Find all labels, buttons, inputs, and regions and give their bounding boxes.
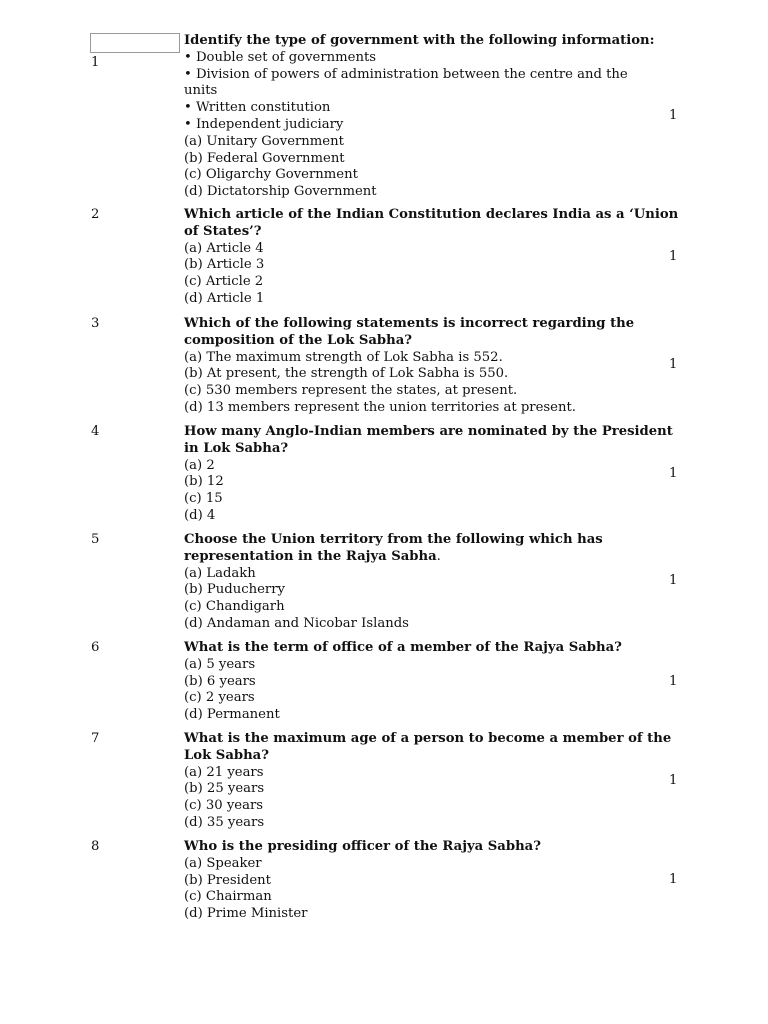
answer-option: (b) 25 years: [184, 781, 265, 797]
question-marks: 1: [669, 773, 678, 788]
question-number: 2: [91, 207, 100, 222]
question-body: [184, 532, 664, 633]
question-text-line: Choose the Union territory from the following which has: [184, 532, 603, 547]
question-text: [184, 731, 672, 765]
answer-option: (a) The maximum strength of Lok Sabha is 552.: [184, 349, 503, 365]
answer-option: (c) 2 years: [184, 690, 255, 706]
question-marks: 1: [669, 466, 678, 481]
question-marks: 1: [669, 357, 678, 372]
answer-option: (d) Andaman and Nicobar Islands: [184, 615, 409, 631]
question-text-line: representation in the Rajya Sabha.: [184, 548, 441, 564]
answer-option: (c) Chairman: [184, 889, 272, 905]
question-marks: 1: [669, 249, 678, 264]
question-text-line: Lok Sabha?: [184, 747, 269, 763]
answer-option: (c) 530 members represent the states, at present.: [184, 383, 518, 399]
answer-option: (d) 13 members represent the union territories at present.: [184, 399, 576, 415]
question-text-line: Which article of the Indian Constitution declares India as a ‘Union: [184, 207, 679, 222]
answer-option: (a) 5 years: [184, 656, 256, 672]
answer-option: (b) President: [184, 872, 271, 888]
question-text-line: in Lok Sabha?: [184, 440, 289, 456]
answer-option: (b) Article 3: [184, 257, 265, 273]
answer-option: (c) 30 years: [184, 798, 264, 814]
answer-option: (a) Article 4: [184, 240, 264, 256]
question-text-line: Which of the following statements is incorrect regarding the: [184, 316, 635, 331]
question-marks: 1: [669, 674, 678, 689]
question-body: [184, 839, 664, 923]
answer-option: (a) Speaker: [184, 855, 262, 871]
answer-option: (b) 6 years: [184, 673, 256, 689]
answer-option: (d) 4: [184, 507, 216, 523]
bullet-item-continuation: units: [184, 83, 218, 99]
question-text-line: What is the maximum age of a person to become a member of the: [184, 731, 672, 746]
selected-table-cell[interactable]: [90, 33, 180, 53]
answer-option: (a) Ladakh: [184, 565, 256, 581]
answer-option: (a) Unitary Government: [184, 133, 344, 149]
question-text-line: of States’?: [184, 223, 262, 239]
question-text-line: composition of the Lok Sabha?: [184, 332, 412, 348]
answer-option: (c) Chandigarh: [184, 599, 285, 615]
answer-option: (c) Oligarchy Government: [184, 167, 358, 183]
question-number: 8: [91, 839, 100, 854]
question-body: [184, 33, 664, 201]
question-marks: 1: [669, 872, 678, 887]
answer-option: (c) Article 2: [184, 274, 264, 290]
answer-option: (d) Dictatorship Government: [184, 184, 377, 200]
answer-option: (b) At present, the strength of Lok Sabha is 550.: [184, 366, 509, 382]
answer-option: (a) 21 years: [184, 764, 264, 780]
question-text: [184, 207, 679, 241]
question-number: 5: [91, 532, 100, 547]
question-text: [184, 316, 664, 350]
answer-option: (b) Puducherry: [184, 582, 285, 598]
question-text: [184, 424, 673, 458]
question-marks: 1: [669, 573, 678, 588]
bullet-item: • Division of powers of administration between the centre and the: [184, 66, 628, 82]
question-number: 1: [91, 55, 100, 70]
answer-option: (a) 2: [184, 457, 215, 473]
question-text-line: How many Anglo-Indian members are nominated by the President: [184, 424, 673, 439]
question-text: [184, 33, 664, 50]
question-number: 6: [91, 640, 100, 655]
question-body: [184, 424, 673, 525]
question-text-tail: .: [436, 548, 441, 564]
question-body: [184, 316, 664, 417]
answer-option: (b) Federal Government: [184, 150, 345, 166]
bullet-item: • Written constitution: [184, 100, 331, 116]
bullet-item: • Double set of governments: [184, 49, 377, 65]
answer-option: (c) 15: [184, 491, 223, 507]
question-text-line: Identify the type of government with the following information:: [184, 33, 655, 48]
question-text-line: What is the term of office of a member of the Rajya Sabha?: [184, 640, 622, 655]
question-body: [184, 640, 664, 724]
question-number: 3: [91, 316, 100, 331]
question-number: 7: [91, 731, 100, 746]
question-body: [184, 207, 679, 308]
question-text-line: Who is the presiding officer of the Rajya Sabha?: [184, 839, 541, 854]
question-text: [184, 532, 664, 566]
answer-option: (d) Article 1: [184, 290, 265, 306]
question-body: [184, 731, 672, 832]
answer-option: (d) Prime Minister: [184, 906, 308, 922]
answer-option: (d) Permanent: [184, 707, 280, 723]
answer-option: (b) 12: [184, 474, 224, 490]
question-marks: 1: [669, 108, 678, 123]
question-text: [184, 839, 664, 856]
answer-option: (d) 35 years: [184, 814, 265, 830]
question-text: [184, 640, 664, 657]
question-number: 4: [91, 424, 100, 439]
bullet-item: • Independent judiciary: [184, 116, 344, 132]
